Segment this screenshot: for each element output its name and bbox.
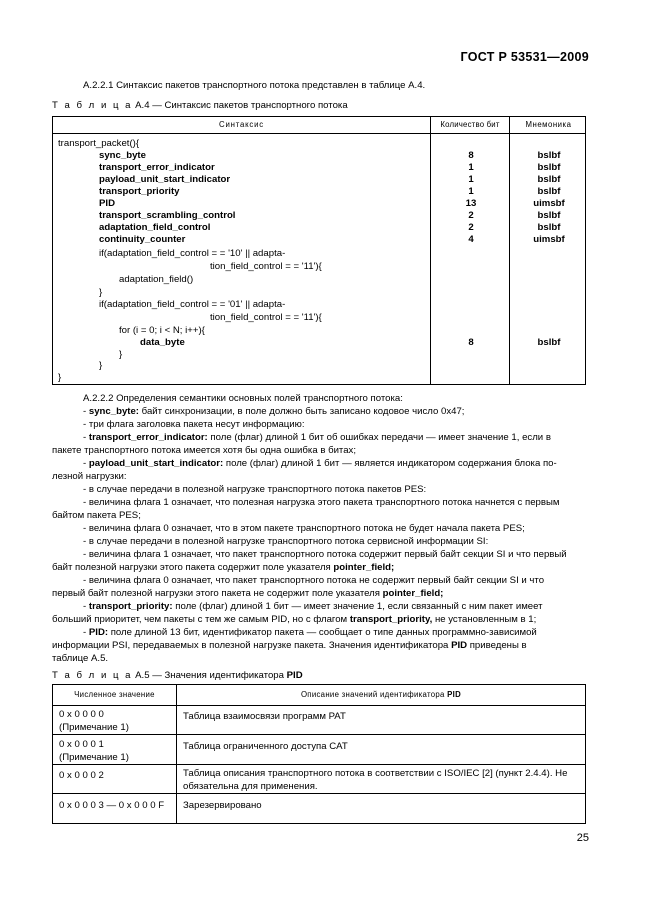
desc-line: Таблица описания транспортного потока в соответствии с ISO/IEC [2] (пункт 2.4.4). Не [183, 768, 568, 779]
semantics-item-continued [52, 562, 394, 574]
semantics-item: - величина флага 0 означает, что в этом пакете транспортного потока не будет начала пакета PES; [83, 523, 525, 534]
desc-cell: Таблица взаимосвязи программ PAT [183, 711, 346, 722]
mnemonic-cell: bslbf [537, 222, 561, 233]
field-description: байт синхронизации, в поле должно быть записано кодовое число 0x47; [139, 406, 465, 417]
semantics-item-continued: лезной нагрузки: [52, 471, 127, 482]
semantics-item: - transport_error_indicator: поле (флаг) длиной 1 бит об ошибках передачи — имеет значение 1, если в [83, 432, 551, 443]
value-note: (Примечание 1) [59, 751, 129, 763]
bits-cell: 2 [468, 210, 474, 221]
semantics-item: - payload_unit_start_indicator: поле (флаг) длиной 1 бит — является индикатором содержания блока по- [83, 458, 557, 469]
bits-cell: 8 [468, 337, 474, 348]
semantics-item: - sync_byte: байт синхронизации, в поле должно быть записано кодовое число 0x47; [83, 406, 465, 417]
field-name: transport_error_indicator: [88, 432, 208, 443]
field-name: transport_priority: [88, 601, 173, 612]
field-description: поле (флаг) длиной 1 бит — является индикатором содержания блока по- [223, 458, 557, 469]
value-cell: 0 x 0 0 0 2 [59, 770, 104, 781]
semantics-item: - величина флага 1 означает, что пакет транспортного потока содержит первый байт секции SI и что первый [83, 549, 567, 560]
semantics-item-continued: байтом пакета PES; [52, 510, 141, 521]
page-number: 25 [576, 832, 589, 844]
caption-prefix: Т а б л и ц а [52, 100, 133, 111]
field-name: pointer_field; [333, 562, 395, 573]
syntax-line: } [99, 287, 103, 298]
semantics-item: - в случае передачи в полезной нагрузке транспортного потока сервисной информации SI: [83, 536, 489, 547]
semantics-item-continued [52, 640, 527, 652]
syntax-field: continuity_counter [99, 234, 186, 245]
syntax-field: transport_error_indicator [99, 162, 215, 173]
field-name: PID: [88, 627, 109, 638]
value-text: 0 x 0 0 0 1 [59, 739, 104, 750]
field-name: sync_byte: [88, 406, 139, 417]
bits-cell: 4 [468, 234, 474, 245]
desc-line: обязательна для применения. [183, 780, 318, 792]
semantics-item: - в случае передачи в полезной нагрузке транспортного потока пакетов PES: [83, 484, 427, 495]
field-name: pointer_field; [382, 588, 444, 599]
intro-paragraph: A.2.2.1 Синтаксис пакетов транспортного потока представлен в таблице A.4. [83, 80, 426, 91]
mnemonic-cell: uimsbf [533, 234, 565, 245]
semantics-item-continued: таблице A.5. [52, 653, 109, 664]
syntax-line: for (i = 0; i < N; i++){ [119, 325, 205, 336]
caption-text: A.5 — Значения идентификатора [132, 670, 287, 681]
desc-cell: Таблица ограниченного доступа CAT [183, 741, 348, 752]
bits-cell: 1 [468, 174, 474, 185]
bits-cell: 1 [468, 186, 474, 197]
desc-cell: Зарезервировано [183, 800, 262, 811]
syntax-field: transport_priority [99, 186, 180, 197]
semantics-item: - transport_priority: поле (флаг) длиной 1 бит — имеет значение 1, если связанный с ним пакет имеет [83, 601, 543, 612]
mnemonic-cell: bslbf [537, 186, 561, 197]
text: информации PSI, передаваемых в полезной нагрузке пакета. Значения идентификатора [52, 640, 452, 651]
caption-text: A.4 — Синтаксис пакетов транспортного потока [132, 100, 348, 111]
semantics-item: - три флага заголовка пакета несут информацию: [83, 419, 305, 430]
mnemonic-cell: bslbf [537, 337, 561, 348]
semantics-item-continued [52, 614, 536, 626]
field-name: payload_unit_start_indicator: [88, 458, 224, 469]
syntax-line: if(adaptation_field_control = = '01' || adapta- [99, 299, 286, 310]
semantics-item-continued [52, 588, 443, 600]
field-name: PID [451, 640, 468, 651]
field-description: поле (флаг) длиной 1 бит — имеет значение 1, если связанный с ним пакет имеет [172, 601, 543, 612]
text: приведены в [467, 640, 527, 651]
value-cell [59, 709, 171, 734]
value-cell: 0 x 0 0 0 3 — 0 x 0 0 0 F [59, 800, 165, 811]
syntax-line: } [58, 372, 62, 383]
syntax-field: payload_unit_start_indicator [99, 174, 231, 185]
semantics-item: - величина флага 1 означает, что полезная нагрузка этого пакета транспортного потока начнется с первым [83, 497, 560, 508]
col-header-desc [177, 685, 585, 705]
semantics-heading: A.2.2.2 Определения семантики основных полей транспортного потока: [83, 393, 403, 404]
table-a5-caption [52, 670, 303, 681]
header-text: Описание значений идентификатора [300, 690, 448, 699]
syntax-line: adaptation_field() [119, 274, 194, 285]
document-header: ГОСТ Р 53531—2009 [460, 50, 589, 64]
syntax-line: tion_field_control = = '11'){ [210, 312, 322, 323]
caption-prefix: Т а б л и ц а [52, 670, 133, 681]
desc-cell [183, 768, 581, 793]
syntax-field: data_byte [140, 337, 185, 348]
syntax-line: } [99, 360, 103, 371]
col-header-bits: Количество бит [440, 120, 500, 129]
mnemonic-cell: uimsbf [533, 198, 565, 209]
field-description: поле длиной 13 бит, идентификатор пакета — сообщает о типе данных программно-зависимой [108, 627, 537, 638]
syntax-field: sync_byte [99, 150, 146, 161]
text: первый байт полезной нагрузки этого пакета не содержит поле указателя [52, 588, 383, 599]
mnemonic-cell: bslbf [537, 150, 561, 161]
syntax-field: transport_scrambling_control [99, 210, 236, 221]
bits-cell: 1 [468, 162, 474, 173]
col-header-value: Численное значение [74, 690, 155, 699]
header-bold: PID [447, 690, 462, 699]
semantics-item: - величина флага 0 означает, что пакет транспортного потока не содержит первый байт секции SI и что [83, 575, 545, 586]
mnemonic-cell: bslbf [537, 210, 561, 221]
mnemonic-cell: bslbf [537, 174, 561, 185]
value-text: 0 x 0 0 0 0 [59, 709, 104, 720]
bits-cell: 13 [465, 198, 477, 209]
value-note: (Примечание 1) [59, 721, 129, 733]
table-a5 [52, 684, 586, 824]
semantics-item: - PID: поле длиной 13 бит, идентификатор пакета — сообщает о типе данных программно-зависимой [83, 627, 537, 638]
semantics-item-continued: пакете транспортного потока имеется хотя бы одна ошибка в битах; [52, 445, 357, 456]
syntax-line: if(adaptation_field_control = = '10' || adapta- [99, 248, 286, 259]
text: больший приоритет, чем пакеты с тем же самым PID, но с флагом [52, 614, 350, 625]
syntax-line: } [119, 349, 123, 360]
syntax-line: tion_field_control = = '11'){ [210, 261, 322, 272]
syntax-field: adaptation_field_control [99, 222, 211, 233]
mnemonic-cell: bslbf [537, 162, 561, 173]
bits-cell: 2 [468, 222, 474, 233]
syntax-line: transport_packet(){ [58, 138, 140, 149]
text: не установленным в 1; [432, 614, 537, 625]
table-a4 [52, 116, 586, 385]
text: байт полезной нагрузки этого пакета содержит поле указателя [52, 562, 334, 573]
caption-bold: PID [286, 670, 303, 681]
table-a4-caption [52, 100, 348, 111]
col-header-mnemonic: Мнемоника [525, 120, 572, 129]
bits-cell: 8 [468, 150, 474, 161]
field-description: поле (флаг) длиной 1 бит об ошибках передачи — имеет значение 1, если в [207, 432, 551, 443]
col-header-syntax: Синтаксис [219, 120, 264, 129]
syntax-field: PID [99, 198, 115, 209]
value-cell [59, 739, 171, 764]
field-name: transport_priority, [349, 614, 433, 625]
